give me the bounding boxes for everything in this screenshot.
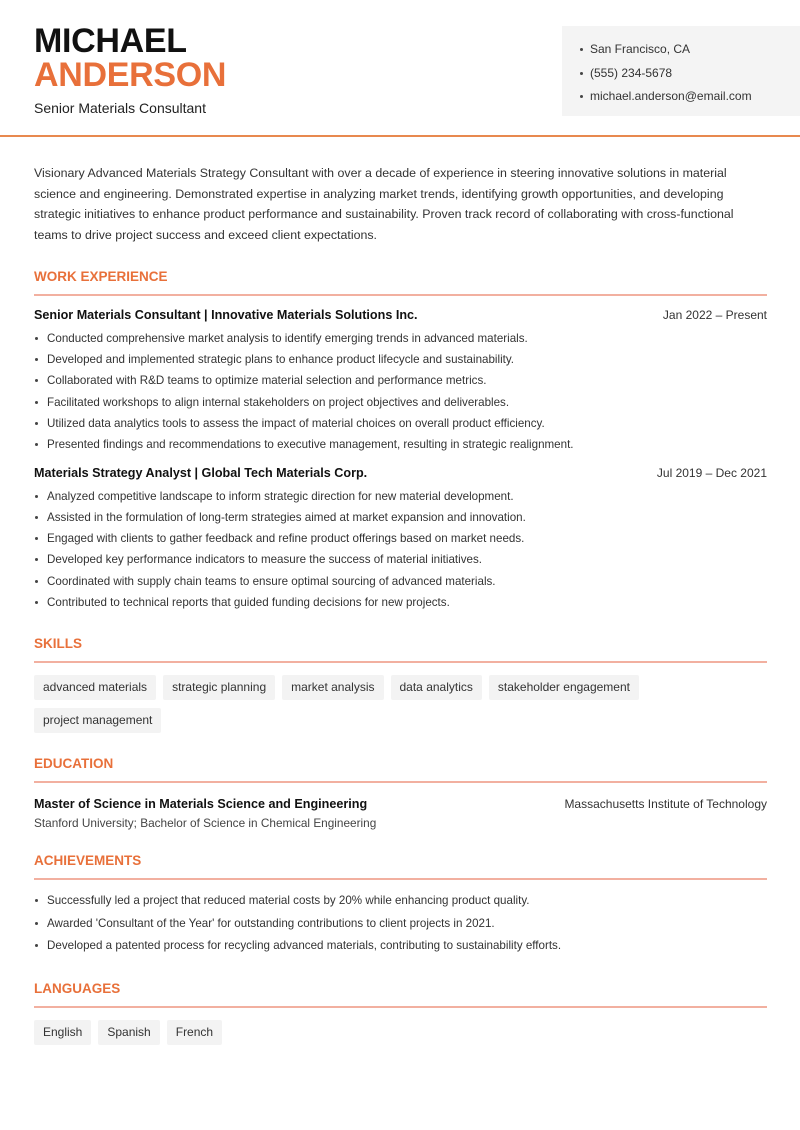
job-bullet: Presented findings and recommendations to executive management, resulting in strategic realignment. <box>34 434 767 455</box>
job-entry-title: Senior Materials Consultant | Innovative Materials Solutions Inc. <box>34 307 418 322</box>
achievement-item: Developed a patented process for recycling advanced materials, contributing to sustainability efforts. <box>34 935 767 958</box>
job-bullet: Developed and implemented strategic plans to enhance product lifecycle and sustainability. <box>34 349 767 370</box>
language-tag: French <box>167 1020 222 1045</box>
section-heading-achievements: ACHIEVEMENTS <box>34 853 767 880</box>
languages-list <box>34 1020 767 1045</box>
contact-phone: (555) 234-5678 <box>580 62 800 86</box>
job-bullets <box>34 486 767 614</box>
job-bullet: Utilized data analytics tools to assess the impact of material choices on overall product efficiency. <box>34 413 767 434</box>
job-entry-date: Jul 2019 – Dec 2021 <box>656 465 767 480</box>
education-degree: Master of Science in Materials Science and Engineering <box>34 797 368 812</box>
job-bullet: Facilitated workshops to align internal stakeholders on project objectives and deliverables. <box>34 392 767 413</box>
section-heading-languages: LANGUAGES <box>34 981 767 1008</box>
section-heading-work: WORK EXPERIENCE <box>34 269 767 296</box>
job-bullet: Engaged with clients to gather feedback and refine product offerings based on market needs. <box>34 528 767 549</box>
section-heading-skills: SKILLS <box>34 636 767 663</box>
skill-tag: advanced materials <box>34 675 156 700</box>
contact-location: San Francisco, CA <box>580 38 800 62</box>
job-bullet: Developed key performance indicators to measure the success of material initiatives. <box>34 549 767 570</box>
job-entry <box>34 466 767 614</box>
skills-list <box>34 675 767 733</box>
job-bullet: Conducted comprehensive market analysis to identify emerging trends in advanced materials. <box>34 328 767 349</box>
contact-box <box>562 26 800 116</box>
job-bullet: Analyzed competitive landscape to inform strategic direction for new material development. <box>34 486 767 507</box>
skill-tag: strategic planning <box>163 675 275 700</box>
skill-tag: project management <box>34 708 161 733</box>
job-bullet: Collaborated with R&D teams to optimize material selection and performance metrics. <box>34 370 767 391</box>
job-entry-date: Jan 2022 – Present <box>662 307 767 322</box>
job-entry-title: Materials Strategy Analyst | Global Tech Materials Corp. <box>34 465 368 480</box>
achievement-item: Successfully led a project that reduced material costs by 20% while enhancing product quality. <box>34 890 767 913</box>
job-bullet: Coordinated with supply chain teams to ensure optimal sourcing of advanced materials. <box>34 571 767 592</box>
first-name: MICHAEL <box>34 22 187 60</box>
job-title: Senior Materials Consultant <box>34 100 206 116</box>
language-tag: English <box>34 1020 91 1045</box>
education-details: Stanford University; Bachelor of Science in Chemical Engineering <box>34 816 377 831</box>
contact-email[interactable]: michael.anderson@email.com <box>580 85 800 109</box>
education-entry <box>34 797 767 830</box>
last-name: ANDERSON <box>34 56 227 94</box>
skill-tag: data analytics <box>391 675 482 700</box>
resume-header <box>0 0 800 136</box>
header-divider <box>0 135 800 137</box>
achievements-list <box>34 890 767 958</box>
skill-tag: stakeholder engagement <box>489 675 639 700</box>
achievement-item: Awarded 'Consultant of the Year' for outstanding contributions to client projects in 2021. <box>34 913 767 936</box>
summary: Visionary Advanced Materials Strategy Consultant with over a decade of experience in steering innovative solutions in material science and engineering. Demonstrated expertise in analyzing market trends, identifying growth opportunities, and developing strategic initiatives to enhance product performance and sustainability. Proven track record of collaborating with cross-functional teams to drive project success and exceed client expectations. <box>34 166 734 243</box>
language-tag: Spanish <box>98 1020 159 1045</box>
job-bullet: Contributed to technical reports that guided funding decisions for new projects. <box>34 592 767 613</box>
candidate-name <box>34 24 226 92</box>
skill-tag: market analysis <box>282 675 383 700</box>
section-heading-education: EDUCATION <box>34 756 767 783</box>
job-bullets <box>34 328 767 456</box>
job-entry <box>34 308 767 456</box>
education-school: Massachusetts Institute of Technology <box>564 797 767 812</box>
job-bullet: Assisted in the formulation of long-term strategies aimed at market expansion and innovation. <box>34 507 767 528</box>
resume-body <box>34 163 767 1045</box>
